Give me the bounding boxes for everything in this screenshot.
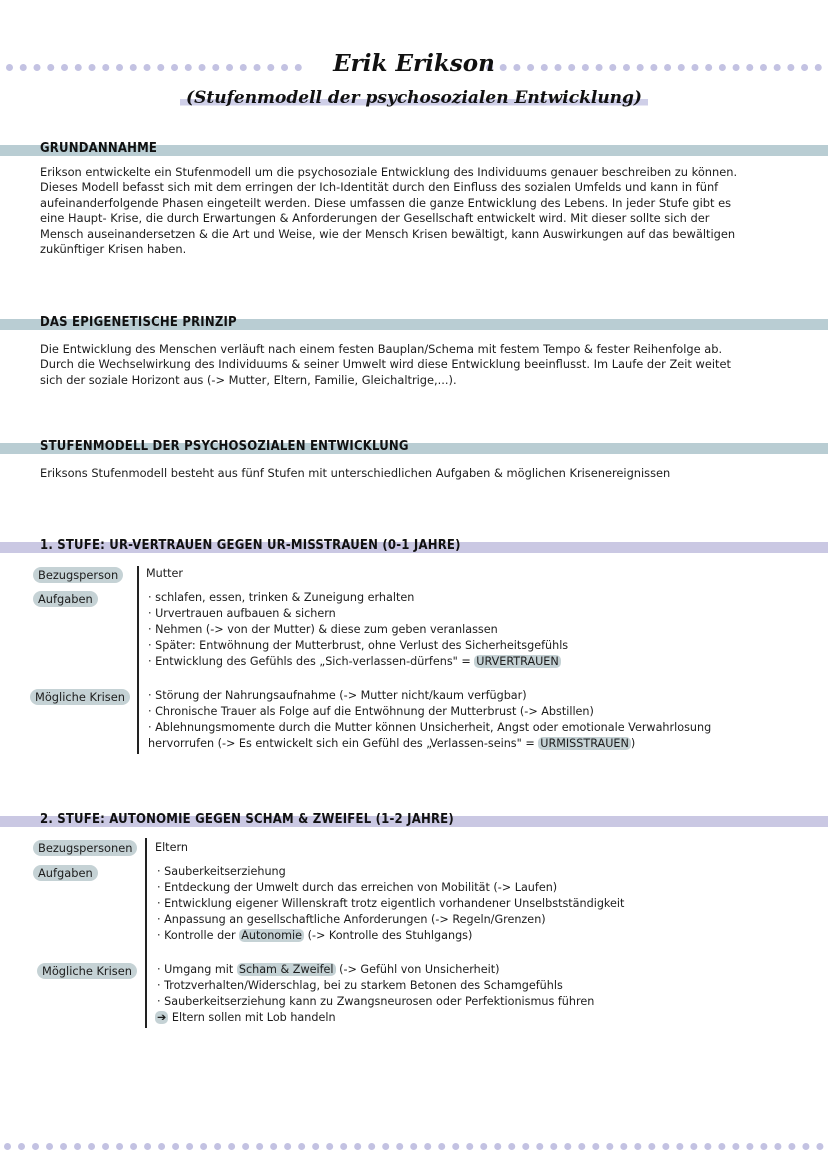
aufgabe-item: · schlafen, essen, trinken & Zuneigung erhalten: [148, 591, 415, 604]
krise-item: · Trotzverhalten/Widerschlag, bei zu starkem Betonen des Schamgefühls: [157, 979, 563, 992]
aufgabe-item: · Entdeckung der Umwelt durch das erreichen von Mobilität (-> Laufen): [157, 881, 558, 894]
aufgabe-item: · Nehmen (-> von der Mutter) & diese zum geben veranlassen: [148, 623, 498, 636]
highlight-urvertrauen: URVERTRAUEN: [476, 655, 559, 668]
text-line: Erikson entwickelte ein Stufenmodell um die psychosoziale Entwicklung des Individuums genauer beschreiben zu können.: [40, 165, 738, 179]
aufgabe-item: [148, 654, 561, 670]
text-grundannahme: [40, 165, 790, 257]
divider-stufe2: [145, 838, 147, 1028]
text-line: Die Entwicklung des Menschen verläuft nach einem festen Bauplan/Schema mit festem Tempo & fester Reihenfolge ab.: [40, 342, 723, 356]
aufgabe-text-end: (-> Kontrolle des Stuhlgangs): [304, 929, 473, 942]
bezugsperson-value: Mutter: [146, 567, 183, 580]
krise-item: · Sauberkeitserziehung kann zu Zwangsneurosen oder Perfektionismus führen: [157, 995, 595, 1008]
aufgabe-text: · Kontrolle der: [157, 929, 240, 942]
heading-grundannahme: GRUNDANNAHME: [40, 141, 158, 156]
aufgabe-item: · Anpassung an gesellschaftliche Anforderungen (-> Regeln/Grenzen): [157, 913, 546, 926]
heading-stufenmodell: STUFENMODELL DER PSYCHOSOZIALEN ENTWICKLUNG: [40, 439, 409, 454]
bottom-dots: [4, 1143, 824, 1150]
highlight-urmisstrauen: URMISSTRAUEN: [540, 737, 629, 750]
page-title: Erik Erikson: [333, 50, 495, 77]
label-aufgaben: Aufgaben: [33, 865, 98, 881]
aufgabe-item: · Später: Entwöhnung der Mutterbrust, ohne Verlust des Sicherheitsgefühls: [148, 639, 569, 652]
text-epigenetisch: [40, 342, 790, 388]
krise-item: [157, 962, 499, 978]
label-moegliche-krisen: Mögliche Krisen: [37, 963, 137, 979]
bezugspersonen-value: Eltern: [155, 841, 188, 854]
text-line: Dieses Modell befasst sich mit dem erringen der Ich-Identität durch den Einfluss des sozialen Umfelds und kann in fünf: [40, 180, 719, 195]
label-bezugspersonen: Bezugspersonen: [33, 840, 137, 856]
text-line: sich der soziale Horizont aus (-> Mutter, Eltern, Familie, Gleichaltrige,...).: [40, 372, 457, 387]
aufgabe-text: · Entwicklung des Gefühls des „Sich-verlassen-dürfens" =: [148, 655, 475, 668]
highlight-autonomie: Autonomie: [241, 929, 303, 942]
conclusion-item: [155, 1010, 336, 1026]
divider-stufe1: [137, 566, 139, 754]
text-line: Durch die Wechselwirkung des Individuums & seiner Umwelt wird diese Entwicklung beeinflusst. Im Laufe der Zeit weitet: [40, 357, 731, 372]
highlight-scham-zweifel: Scham & Zweifel: [238, 963, 334, 976]
krise-text-end: (-> Gefühl von Unsicherheit): [335, 963, 500, 976]
krise-text: hervorrufen (-> Es entwickelt sich ein Gefühl des „Verlassen-seins" =: [148, 737, 539, 750]
heading-epigenetisch: DAS EPIGENETISCHE PRINZIP: [40, 315, 237, 330]
page-subtitle: (Stufenmodell der psychosozialen Entwicklung): [180, 88, 648, 108]
conclusion-text: Eltern sollen mit Lob handeln: [168, 1011, 336, 1024]
heading-stufe1: 1. STUFE: UR-VERTRAUEN GEGEN UR-MISSTRAUEN (0-1 JAHRE): [40, 538, 461, 553]
krise-text: · Umgang mit: [157, 963, 237, 976]
label-moegliche-krisen: Mögliche Krisen: [30, 689, 130, 705]
aufgabe-item: · Entwicklung eigener Willenskraft trotz eigentlich vorhandener Unselbstständigkeit: [157, 897, 625, 910]
aufgabe-item: · Urvertrauen aufbauen & sichern: [148, 607, 336, 620]
arrow-icon: ➔: [157, 1011, 167, 1024]
krise-item: [148, 736, 635, 752]
label-aufgaben: Aufgaben: [33, 591, 98, 607]
text-stufenmodell: Eriksons Stufenmodell besteht aus fünf Stufen mit unterschiedlichen Aufgaben & möglichen Krisenereignissen: [40, 466, 671, 480]
krise-item: · Störung der Nahrungsaufnahme (-> Mutter nicht/kaum verfügbar): [148, 689, 527, 702]
text-line: Mensch auseinandersetzen & die Art und Weise, wie der Mensch Krisen bewältigt, kann Auswirkungen auf das bewältigen: [40, 226, 736, 241]
krise-item: · Chronische Trauer als Folge auf die Entwöhnung der Mutterbrust (-> Abstillen): [148, 705, 594, 718]
label-bezugsperson: Bezugsperson: [33, 567, 123, 583]
aufgabe-item: · Sauberkeitserziehung: [157, 865, 286, 878]
text-line: zukünftiger Krisen haben.: [40, 242, 187, 257]
text-line: aufeinanderfolgende Phasen eingeteilt werden. Diese umfassen die ganze Entwicklung des Lebens. In jeder Stufe gibt es: [40, 195, 732, 210]
aufgabe-item: [157, 928, 472, 944]
krise-item: · Ablehnungsmomente durch die Mutter können Unsicherheit, Angst oder emotionale Verwahrlosung: [148, 721, 712, 734]
krise-text-end: ): [630, 737, 636, 750]
heading-stufe2: 2. STUFE: AUTONOMIE GEGEN SCHAM & ZWEIFEL (1-2 JAHRE): [40, 812, 454, 827]
text-line: eine Haupt- Krise, die durch Erwartungen & Anforderungen der Gesellschaft entwickelt wird. Mit dieser sollte sich der: [40, 211, 710, 226]
